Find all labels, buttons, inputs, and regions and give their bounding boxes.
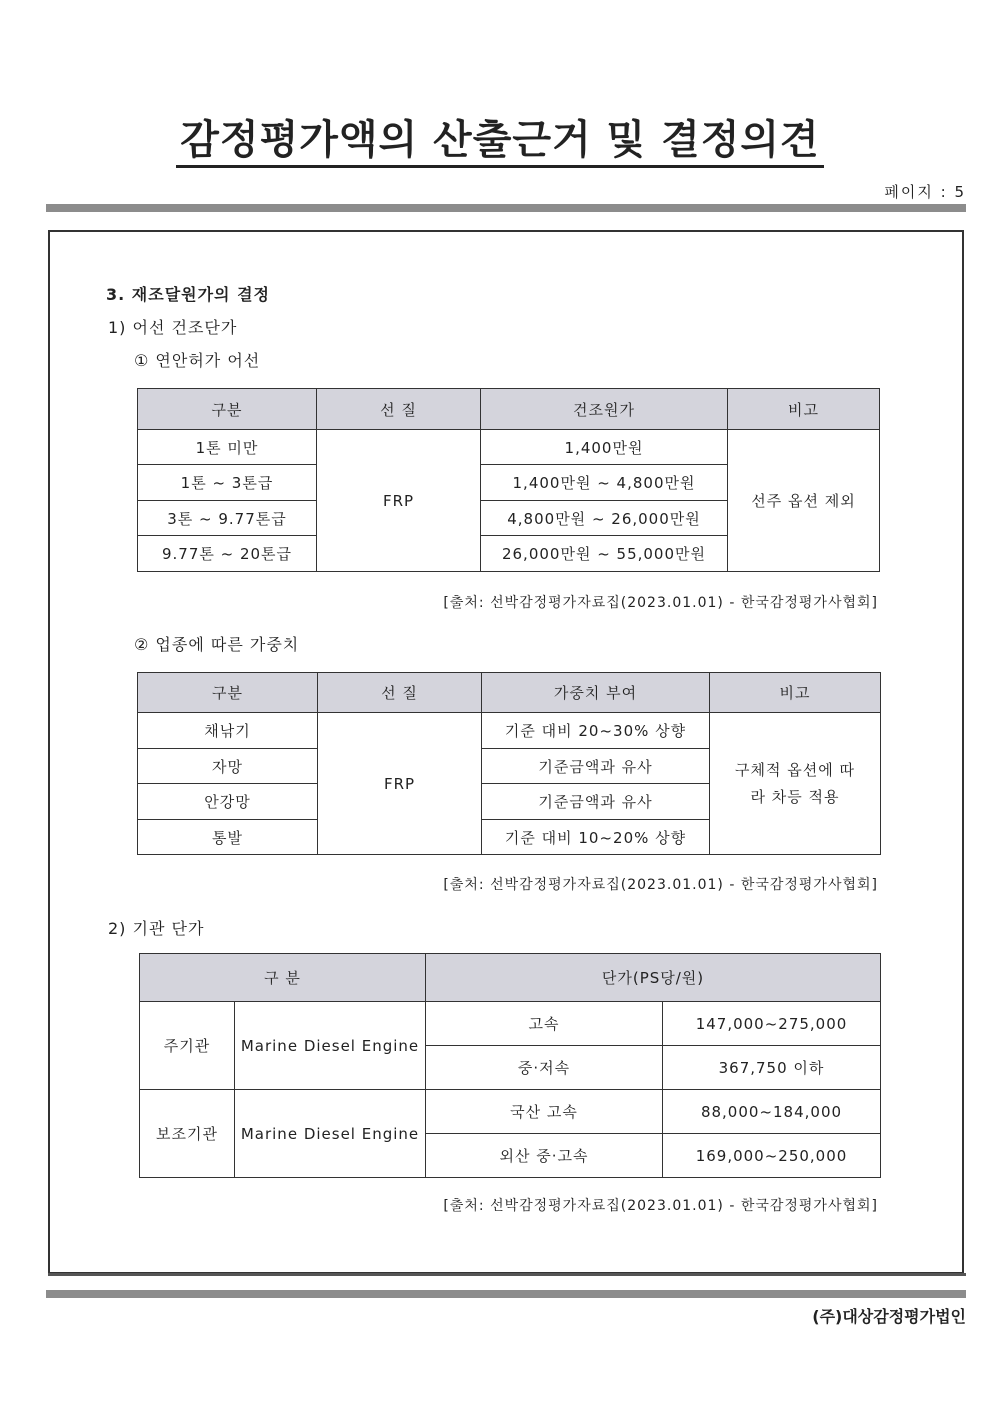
price-cell: 147,000~275,000 [663, 1002, 881, 1046]
category-cell: 3톤 ~ 9.77톤급 [138, 501, 317, 536]
footer-rule [46, 1290, 966, 1298]
table-row [140, 1090, 881, 1134]
weight-cell: 기준금액과 유사 [482, 784, 710, 820]
material-cell: FRP [318, 713, 482, 855]
speed-cell: 중·저속 [426, 1046, 663, 1090]
engine-group-cell: 주기관 [140, 1002, 235, 1090]
table-header-cell: 건조원가 [481, 389, 728, 430]
engine-group-cell: 보조기관 [140, 1090, 235, 1178]
speed-cell: 외산 중·고속 [426, 1134, 663, 1178]
engine-price-table [139, 953, 881, 1178]
frame-bottom-rule [48, 1273, 966, 1276]
header-rule [46, 204, 966, 212]
cost-cell: 1,400만원 ~ 4,800만원 [481, 465, 728, 501]
table-header-cell: 비고 [728, 389, 880, 430]
table-header-cell: 비고 [710, 673, 881, 713]
source-note-2: [출처: 선박감정평가자료집(2023.01.01) - 한국감정평가사협회] [443, 877, 878, 893]
page-number: 페이지 : 5 [884, 183, 966, 201]
table-header-cell: 선 질 [318, 673, 482, 713]
category-cell: 1톤 미만 [138, 430, 317, 465]
table-row [140, 1002, 881, 1046]
subsection-2-title: 2) 기관 단가 [108, 919, 205, 938]
section-heading: 3. 재조달원가의 결정 [106, 285, 270, 304]
remark-cell: 선주 옵션 제외 [728, 430, 880, 572]
company-name: (주)대상감정평가법인 [812, 1307, 966, 1326]
table-header-cell: 구 분 [140, 954, 426, 1002]
weight-cell: 기준 대비 10~20% 상향 [482, 820, 710, 855]
price-cell: 367,750 이하 [663, 1046, 881, 1090]
table-header-cell: 선 질 [317, 389, 481, 430]
item-2-title: ② 업종에 따른 가중치 [134, 635, 300, 654]
weight-cell: 기준 대비 20~30% 상향 [482, 713, 710, 749]
category-cell: 통발 [138, 820, 318, 855]
subsection-1-title: 1) 어선 건조단가 [108, 318, 238, 337]
category-cell: 1톤 ~ 3톤급 [138, 465, 317, 501]
engine-type-cell: Marine Diesel Engine [235, 1002, 426, 1090]
category-cell: 안강망 [138, 784, 318, 820]
item-1-title: ① 연안허가 어선 [134, 351, 261, 370]
speed-cell: 국산 고속 [426, 1090, 663, 1134]
weight-table [137, 672, 881, 855]
cost-cell: 4,800만원 ~ 26,000만원 [481, 501, 728, 536]
category-cell: 자망 [138, 749, 318, 784]
table-header-cell: 구분 [138, 673, 318, 713]
category-cell: 채낚기 [138, 713, 318, 749]
table-header-cell: 단가(PS당/원) [426, 954, 881, 1002]
source-note-1: [출처: 선박감정평가자료집(2023.01.01) - 한국감정평가사협회] [443, 595, 878, 611]
table-header-cell: 가중치 부여 [482, 673, 710, 713]
category-cell: 9.77톤 ~ 20톤급 [138, 536, 317, 572]
price-cell: 88,000~184,000 [663, 1090, 881, 1134]
cost-cell: 1,400만원 [481, 430, 728, 465]
table-header-cell: 구분 [138, 389, 317, 430]
weight-cell: 기준금액과 유사 [482, 749, 710, 784]
engine-type-cell: Marine Diesel Engine [235, 1090, 426, 1178]
document-title [0, 108, 1000, 165]
table-row [138, 430, 880, 465]
table-row [138, 713, 881, 749]
document-title-text: 감정평가액의 산출근거 및 결정의견 [176, 117, 823, 168]
remark-cell: 구체적 옵션에 따라 차등 적용 [710, 713, 881, 855]
price-cell: 169,000~250,000 [663, 1134, 881, 1178]
cost-cell: 26,000만원 ~ 55,000만원 [481, 536, 728, 572]
material-cell: FRP [317, 430, 481, 572]
source-note-3: [출처: 선박감정평가자료집(2023.01.01) - 한국감정평가사협회] [443, 1198, 878, 1214]
speed-cell: 고속 [426, 1002, 663, 1046]
building-cost-table [137, 388, 880, 572]
